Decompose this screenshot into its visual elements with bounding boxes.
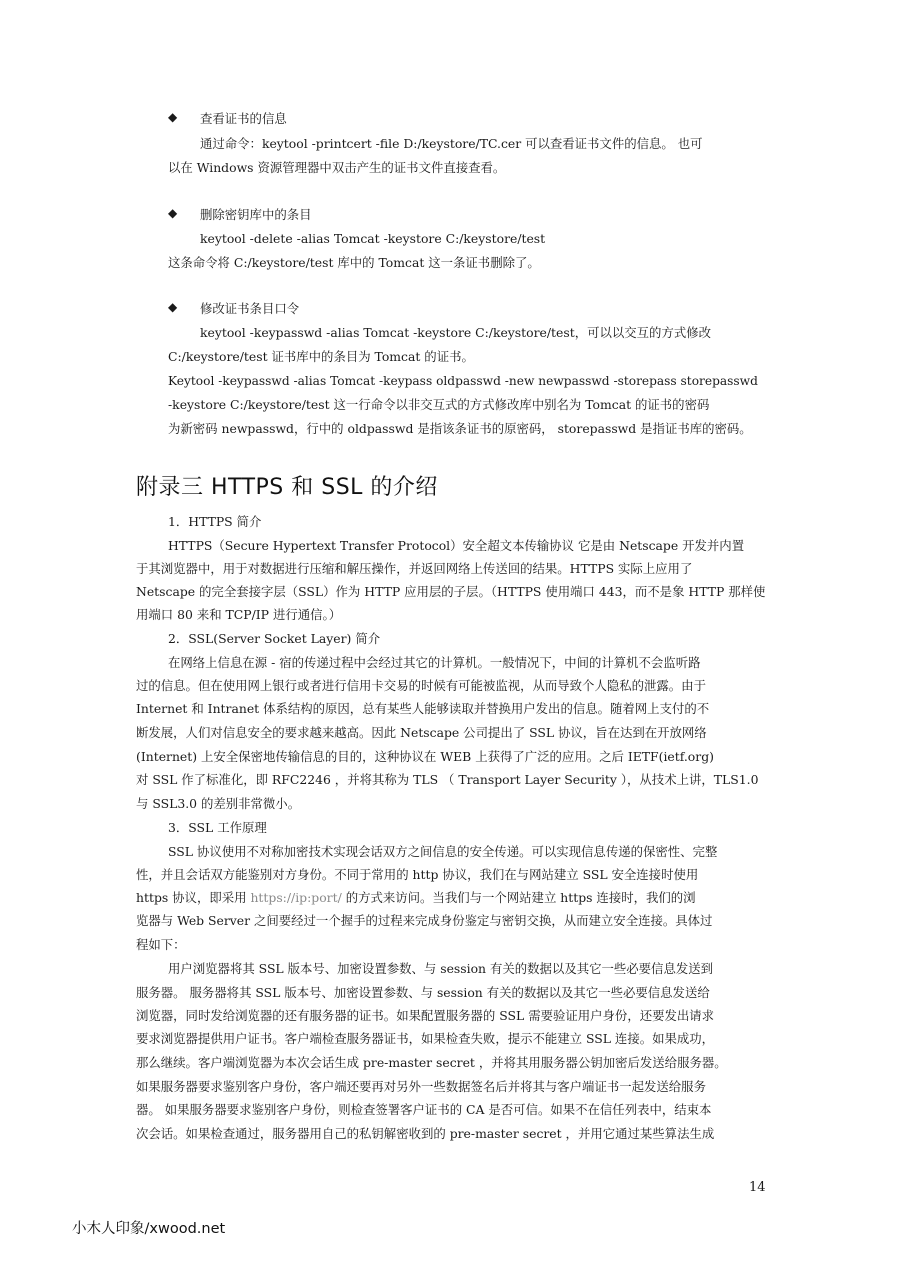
paragraph-line: 如果服务器要求鉴别客户身份，客户端还要再对另外一些数据签名后并将其与客户端证书一起发送给服务 [136, 1079, 706, 1094]
paragraph-line: 于其浏览器中，用于对数据进行压缩和解压操作，并返回网络上传送回的结果。HTTPS 实际上应用了 [136, 561, 693, 576]
paragraph-line: 服务器。 服务器将其 SSL 版本号、加密设置参数、与 session 有关的数据以及其它一些必要信息发送给 [136, 985, 710, 1000]
paragraph-line: 用户浏览器将其 SSL 版本号、加密设置参数、与 session 有关的数据以及其它一些必要信息发送到 [168, 961, 714, 976]
paragraph-segment: https 协议，即采用 [136, 890, 251, 905]
paragraph-line: 要求浏览器提供用户证书。客户端检查服务器证书，如果检查失败，提示不能建立 SSL 连接。如果成功， [136, 1031, 715, 1046]
subsection-heading: 1．HTTPS 简介 [168, 514, 262, 529]
section-heading: 修改证书条目口令 [200, 301, 300, 316]
paragraph-line: Keytool -keypasswd -alias Tomcat -keypass oldpasswd -new newpasswd -storepass storepasswd [168, 374, 758, 388]
paragraph-line: 器。 如果服务器要求鉴别客户身份，则检查签署客户证书的 CA 是否可信。如果不在信任列表中，结束本 [136, 1102, 712, 1117]
paragraph-line: 用端口 80 来和 TCP/IP 进行通信。） [136, 607, 342, 622]
bullet-diamond-icon: ◆ [168, 300, 178, 314]
bullet-diamond-icon: ◆ [168, 110, 178, 124]
section-heading: 删除密钥库中的条目 [200, 207, 312, 222]
paragraph-line: keytool -delete -alias Tomcat -keystore C:/keystore/test [200, 231, 546, 246]
paragraph-line: 在网络上信息在源 - 宿的传递过程中会经过其它的计算机。一般情况下，中间的计算机不会监听路 [168, 655, 701, 670]
paragraph-line: 通过命令：keytool -printcert -file D:/keystore/TC.cer 可以查看证书文件的信息。 也可 [200, 136, 703, 151]
paragraph-line: 对 SSL 作了标准化，即 RFC2246 ，并将其称为 TLS （ Transport Layer Security ），从技术上讲，TLS1.0 [136, 772, 759, 787]
paragraph-line: 断发展，人们对信息安全的要求越来越高。因此 Netscape 公司提出了 SSL 协议，旨在达到在开放网络 [136, 725, 707, 740]
paragraph-line: 次会话。如果检查通过，服务器用自己的私钥解密收到的 pre-master secret ，并用它通过某些算法生成 [136, 1126, 715, 1141]
subsection-heading: 3．SSL 工作原理 [168, 820, 267, 835]
page-number: 14 [749, 1180, 766, 1195]
paragraph-line [136, 890, 696, 906]
paragraph-segment: 的方式来访问。当我们与一个网站建立 https 连接时，我们的浏 [341, 890, 696, 905]
paragraph-line: 以在 Windows 资源管理器中双击产生的证书文件直接查看。 [168, 160, 506, 175]
section-heading: 查看证书的信息 [200, 111, 287, 126]
paragraph-line: 浏览器，同时发给浏览器的还有服务器的证书。如果配置服务器的 SSL 需要验证用户身份，还要发出请求 [136, 1008, 715, 1023]
paragraph-line: 程如下： [136, 937, 186, 952]
paragraph-line: (Internet) 上安全保密地传输信息的目的，这种协议在 WEB 上获得了广泛的应用。之后 IETF(ietf.org) [136, 749, 714, 764]
paragraph-line: 与 SSL3.0 的差别非常微小。 [136, 796, 301, 811]
paragraph-line: 这条命令将 C:/keystore/test 库中的 Tomcat 这一条证书删除了。 [168, 255, 540, 270]
appendix-title: 附录三 HTTPS 和 SSL 的介绍 [136, 475, 438, 500]
paragraph-line: 览器与 Web Server 之间要经过一个握手的过程来完成身份鉴定与密钥交换，从而建立安全连接。具体过 [136, 913, 713, 928]
watermark: 小木人印象/xwood.net [72, 1221, 226, 1237]
bullet-diamond-icon: ◆ [168, 206, 178, 220]
paragraph-line: 性，并且会话双方能鉴别对方身份。不同于常用的 http 协议，我们在与网站建立 SSL 安全连接时使用 [136, 867, 699, 882]
paragraph-line: 为新密码 newpasswd，行中的 oldpasswd 是指该条证书的原密码， storepasswd 是指证书库的密码。 [168, 421, 752, 436]
paragraph-line: Netscape 的完全套接字层（SSL）作为 HTTP 应用层的子层。（HTTPS 使用端口 443，而不是象 HTTP 那样使 [136, 584, 766, 599]
paragraph-line: Internet 和 Intranet 体系结构的原因，总有某些人能够读取并替换用户发出的信息。随着网上支付的不 [136, 701, 710, 716]
paragraph-line: 过的信息。但在使用网上银行或者进行信用卡交易的时候有可能被监视，从而导致个人隐私的泄露。由于 [136, 678, 706, 693]
paragraph-line: SSL 协议使用不对称加密技术实现会话双方之间信息的安全传递。可以实现信息传递的保密性、完整 [168, 844, 718, 859]
url-link[interactable]: https://ip:port/ [250, 890, 342, 905]
paragraph-line: C:/keystore/test 证书库中的条目为 Tomcat 的证书。 [168, 349, 474, 364]
subsection-heading: 2．SSL(Server Socket Layer) 简介 [168, 631, 381, 646]
paragraph-line: 那么继续。客户端浏览器为本次会话生成 pre-master secret ，并将其用服务器公钥加密后发送给服务器。 [136, 1055, 727, 1070]
paragraph-line: HTTPS（Secure Hypertext Transfer Protocol）安全超文本传输协议 它是由 Netscape 开发并内置 [168, 538, 745, 553]
paragraph-line: keytool -keypasswd -alias Tomcat -keystore C:/keystore/test，可以以交互的方式修改 [200, 325, 711, 340]
paragraph-line: -keystore C:/keystore/test 这一行命令以非交互式的方式修改库中别名为 Tomcat 的证书的密码 [168, 397, 710, 412]
